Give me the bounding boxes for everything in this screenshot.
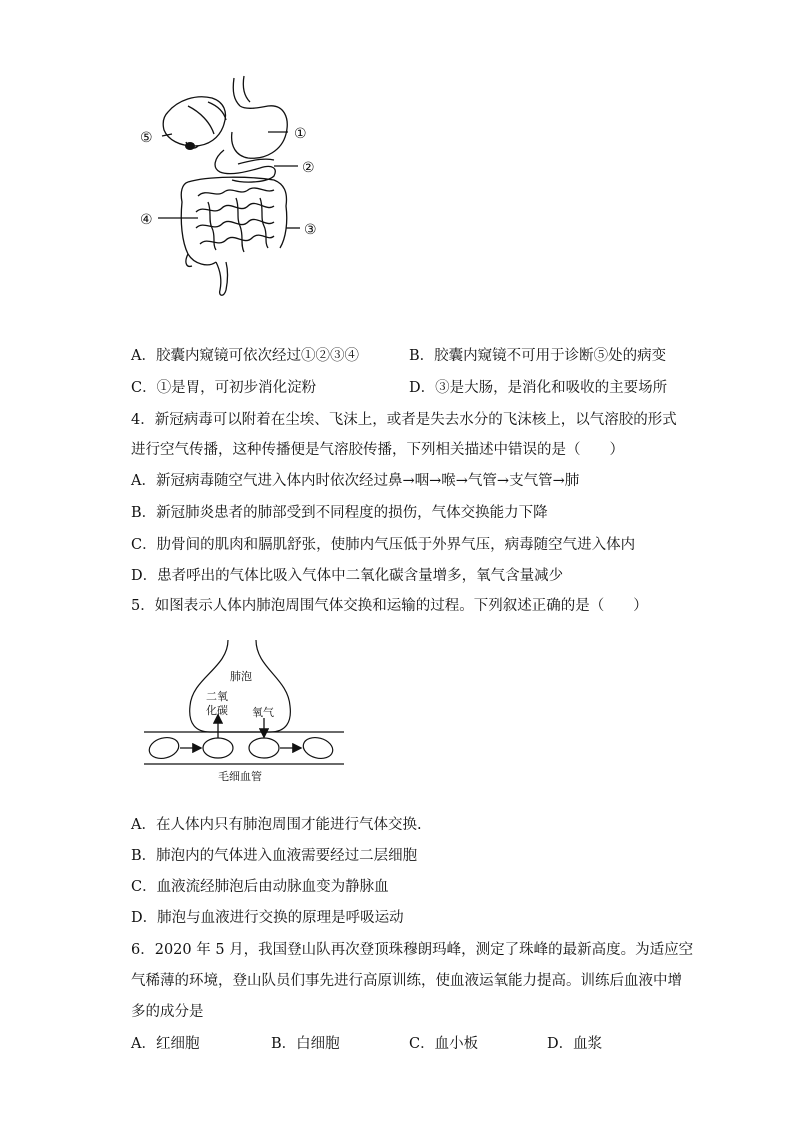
q6-option-b[interactable]: B．白细胞 (271, 1036, 340, 1052)
q5-option-a[interactable]: A．在人体内只有肺泡周围才能进行气体交换. (131, 817, 422, 833)
label-3: ③ (304, 222, 317, 238)
q3-option-c[interactable]: C．①是胃，可初步消化淀粉 (131, 380, 317, 396)
q6-option-d[interactable]: D．血浆 (547, 1036, 603, 1052)
q6-stem-line2: 气稀薄的环境，登山队员们事先进行高原训练，使血液运氧能力提高。训练后血液中增 (131, 973, 682, 989)
q4-option-a[interactable]: A．新冠病毒随空气进入体内时依次经过鼻→咽→喉→气管→支气管→肺 (131, 473, 580, 489)
q4-stem-line1: 4．新冠病毒可以附着在尘埃、飞沫上，或者是失去水分的飞沫核上，以气溶胶的形式 (131, 412, 677, 428)
q4-option-c[interactable]: C．肋骨间的肌肉和膈肌舒张，使肺内气压低于外界气压，病毒随空气进入体内 (131, 537, 636, 553)
alveolus-capillary-figure (140, 628, 350, 788)
label-1: ① (294, 126, 307, 142)
q3-option-a[interactable]: A．胶囊内窥镜可依次经过①②③④ (131, 348, 359, 364)
capillary-label: 毛细血管 (218, 770, 262, 783)
o2-label: 氧气 (252, 706, 274, 719)
q5-option-b[interactable]: B．肺泡内的气体进入血液需要经过二层细胞 (131, 848, 418, 864)
q5-stem: 5．如图表示人体内肺泡周围气体交换和运输的过程。下列叙述正确的是（ ） (131, 598, 648, 614)
q6-stem-line3: 多的成分是 (131, 1004, 204, 1020)
q6-stem-line1: 6．2020 年 5 月，我国登山队再次登顶珠穆朗玛峰，测定了珠峰的最新高度。为适应空 (131, 942, 694, 958)
label-2: ② (302, 160, 315, 176)
alveolus-label: 肺泡 (230, 670, 252, 683)
co2-label-line2: 化碳 (206, 704, 228, 717)
q5-option-d[interactable]: D．肺泡与血液进行交换的原理是呼吸运动 (131, 910, 404, 926)
q3-option-d[interactable]: D．③是大肠，是消化和吸收的主要场所 (409, 380, 668, 396)
q4-stem-line2: 进行空气传播，这种传播便是气溶胶传播，下列相关描述中错误的是（ ） (131, 442, 624, 458)
q3-option-b[interactable]: B．胶囊内窥镜不可用于诊断⑤处的病变 (409, 348, 667, 364)
q6-option-c[interactable]: C．血小板 (409, 1036, 479, 1052)
q6-option-a[interactable]: A．红细胞 (131, 1036, 200, 1052)
co2-label-line1: 二氧 (206, 690, 228, 703)
label-4: ④ (140, 212, 153, 228)
digestive-system-figure (128, 72, 328, 302)
q4-option-b[interactable]: B．新冠肺炎患者的肺部受到不同程度的损伤，气体交换能力下降 (131, 505, 548, 521)
label-5: ⑤ (140, 130, 153, 146)
q5-option-c[interactable]: C．血液流经肺泡后由动脉血变为静脉血 (131, 879, 389, 895)
q4-option-d[interactable]: D．患者呼出的气体比吸入气体中二氧化碳含量增多，氧气含量减少 (131, 568, 564, 584)
